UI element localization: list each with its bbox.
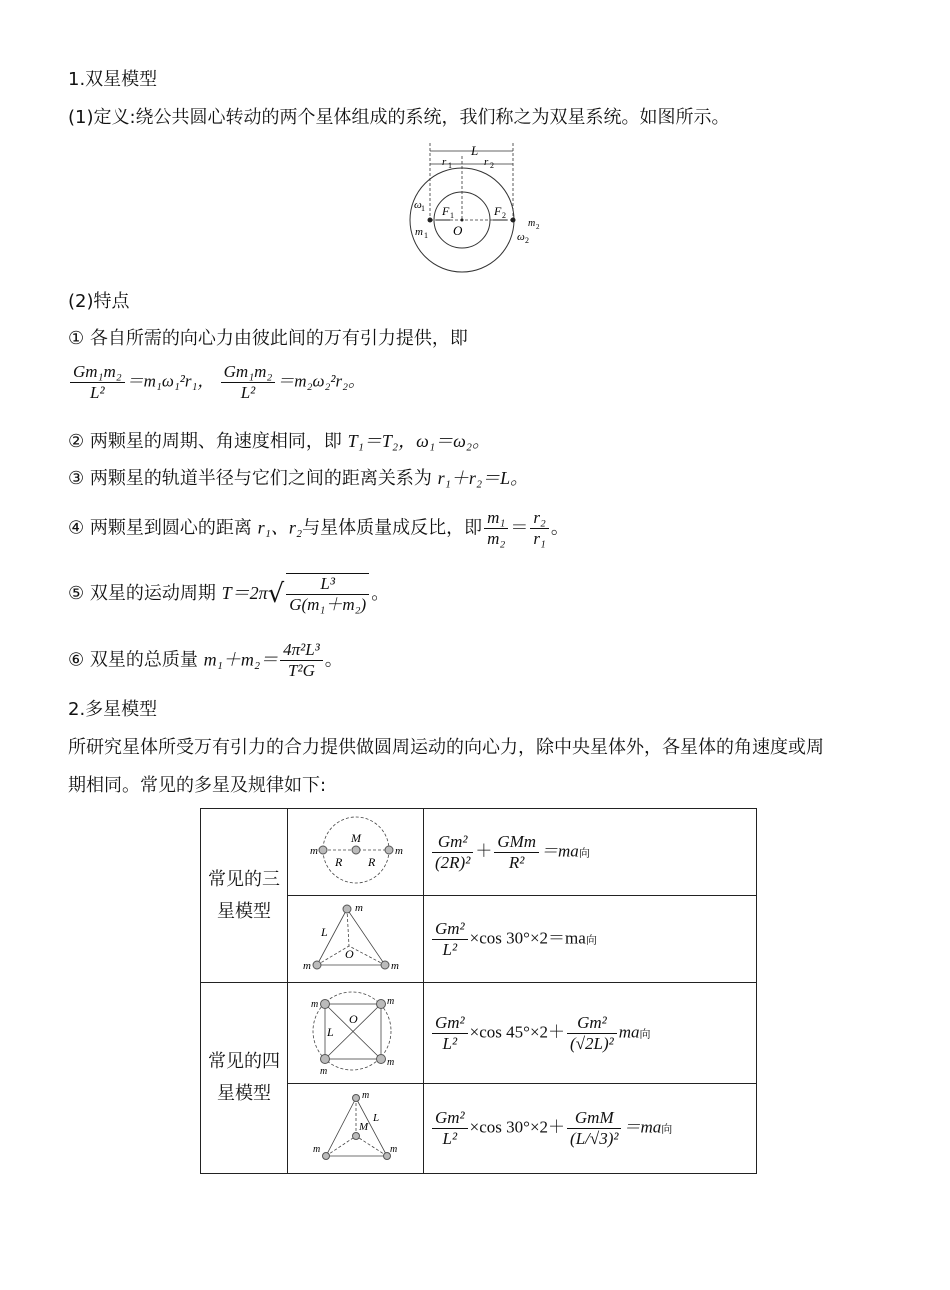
label-F1-sub: 1	[450, 211, 454, 220]
label-omega2-sub: 2	[525, 236, 529, 245]
item4: ④ 两颗星到圆心的距离 r₁、r₂与星体质量成反比，即 $\frac{\text{m₁}}{\text{m₂}}$ ＝ $\frac{\text{r₂}}{\text{r₁}}$ 。	[68, 508, 569, 548]
formula-four-triangle: $\frac{\text{Gm²}}{\text{L²}}$ ×cos 30°×2＋ $\frac{\text{GmM}}{\text{(L/√3)²}}$ ＝ma向	[424, 1084, 757, 1174]
svg-text:m: m	[319, 1066, 327, 1077]
item1-frac2: $\frac{\text{Gm₁m₂}}{\text{L²}}$	[221, 362, 276, 403]
svg-text:M: M	[358, 1120, 368, 1133]
svg-text:m: m	[309, 845, 318, 857]
item2: ② 两颗星的周期、角速度相同，即 T₁＝T₂，ω₁＝ω₂。	[68, 431, 491, 452]
features-title: (2)特点	[68, 291, 130, 312]
svg-text:m: m	[310, 999, 318, 1010]
section2-paragraph-line1: 所研究星体所受万有引力的合力提供做圆周运动的向心力，除中央星体外，各星体的角速度或周	[68, 737, 824, 758]
label-omega1: ω	[414, 199, 422, 211]
svg-text:O: O	[344, 947, 354, 961]
label-O: O	[453, 223, 463, 238]
item1-frac1: $\frac{\text{Gm₁m₂}}{\text{L²}}$	[70, 362, 125, 403]
svg-text:L: L	[320, 925, 328, 939]
svg-text:m: m	[386, 1057, 394, 1068]
label-m1-sub: 1	[424, 231, 428, 240]
svg-text:L: L	[326, 1025, 334, 1039]
three-star-line-diagram	[288, 809, 424, 896]
svg-text:m: m	[386, 996, 394, 1007]
label-r1: r	[442, 156, 447, 168]
label-F2: F	[494, 204, 502, 218]
item1-text: ① 各自所需的向心力由彼此间的万有引力提供，即	[68, 328, 468, 349]
formula-three-line: $\frac{\text{Gm²}}{\text{(2R)²}}$ ＋ $\frac{\text{GMm}}{\text{R²}}$ ＝ma向	[424, 809, 757, 896]
label-m2: m	[528, 218, 536, 229]
label-r1-sub: 1	[448, 161, 452, 170]
svg-text:O: O	[348, 1012, 358, 1026]
svg-text:m: m	[361, 1089, 369, 1101]
group-three-star: 常见的三星模型	[201, 809, 288, 983]
label-omega2: ω	[517, 231, 525, 243]
svg-text:R: R	[367, 855, 375, 869]
svg-text:m: m	[389, 1143, 397, 1155]
label-omega1-sub: 1	[421, 204, 425, 213]
definition-text: (1)定义:绕公共圆心转动的两个星体组成的系统，我们称之为双星系统。如图所示。	[68, 107, 730, 128]
section2-paragraph-line2: 期相同。常见的多星及规律如下:	[68, 775, 327, 796]
svg-text:m: m	[312, 1143, 320, 1155]
four-star-square-diagram	[288, 983, 424, 1084]
section1-title: 1.双星模型	[68, 69, 158, 90]
binary-star-diagram	[400, 138, 560, 276]
section2-title: 2.多星模型	[68, 699, 158, 720]
formula-four-square: $\frac{\text{Gm²}}{\text{L²}}$ ×cos 45°×2＋ $\frac{\text{Gm²}}{\text{(√2L)²}}$ ma向	[424, 983, 757, 1084]
svg-text:L: L	[372, 1111, 379, 1124]
item3: ③ 两颗星的轨道半径与它们之间的距离关系为 r₁＋r₂＝L。	[68, 468, 529, 489]
label-F1: F	[442, 204, 450, 218]
item6: ⑥ 双星的总质量 m₁＋m₂＝ $\frac{\text{4π²L³}}{\text{T²G}}$ 。	[68, 640, 343, 680]
svg-text:m: m	[302, 960, 311, 972]
svg-text:m: m	[354, 902, 363, 914]
svg-text:R: R	[334, 855, 342, 869]
formula-three-triangle: $\frac{\text{Gm²}}{\text{L²}}$ ×cos 30°×2＝ma向	[424, 896, 757, 983]
label-L: L	[471, 143, 479, 158]
three-star-triangle-diagram	[288, 896, 424, 983]
label-F2-sub: 2	[502, 211, 506, 220]
svg-text:m: m	[394, 845, 403, 857]
label-r2: r	[484, 156, 489, 168]
group-four-star: 常见的四星模型	[201, 983, 288, 1174]
svg-text:M: M	[350, 831, 361, 845]
label-r2-sub: 2	[490, 161, 494, 170]
svg-text:m: m	[390, 960, 399, 972]
item1-equation: $\frac{\text{Gm₁m₂}}{\text{L²}}$ ＝m₁ω₁²r₁， $\frac{\text{Gm₁m₂}}{\text{L²}}$ ＝m₂ω₂²r₂。	[68, 362, 365, 403]
label-m2-sub: 2	[536, 223, 540, 231]
multi-star-table	[200, 808, 757, 1174]
item5: ⑤ 双星的运动周期 T＝2π√ $\frac{\text{L³}}{\text{G(m₁＋m₂)}}$ 。	[68, 574, 390, 614]
four-star-triangle-diagram	[288, 1084, 424, 1174]
label-m1: m	[415, 226, 423, 238]
